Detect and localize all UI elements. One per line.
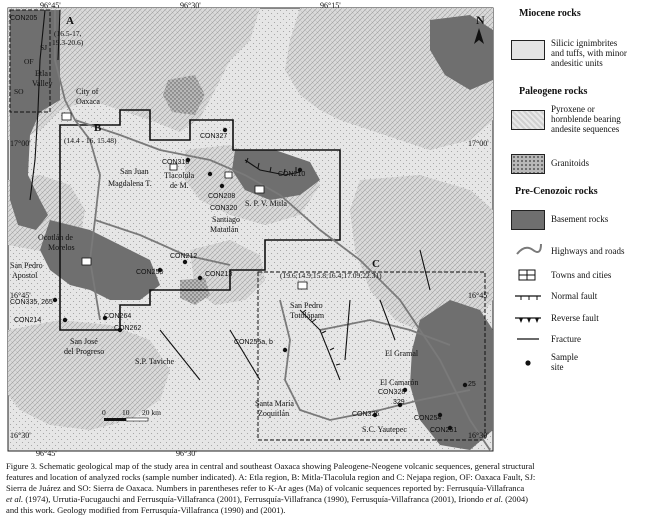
region-c-label: C [372,258,380,270]
caption-etal-2: et al. [485,494,503,504]
san-jose-label-2: del Progreso [64,347,105,356]
legend-miocene-title: Miocene rocks [519,8,581,19]
caption-line-4-end: (2004) [502,494,529,504]
region-a-ages-1: (16.5-17, [54,29,82,38]
city-of-oaxaca-label-1: City of [76,87,99,96]
figure-caption [6,461,651,516]
caption-line-1: Figure 3. Schematic geological map of the study area in central and southeast Oaxaca showing Paleogene-Neogene volcanic sequences, general structural [6,461,535,471]
legend-paleogene-title: Paleogene rocks [519,86,588,97]
lat-label-left-16-30: 16°30' [10,431,31,440]
etla-valley-label: Valley [32,79,53,88]
san-jose-label-1: San José [70,337,98,346]
caption-line-2: features and location of analyzed rocks (sample number indicated). A: Etla region, B: Mitla-Tlacolula region and C: Nejapa region, OF: Oaxaca Fault, SJ: [6,472,536,482]
sample-label-con254: CON254 [414,415,442,422]
santa-maria-label-2: Zoquitlán [258,409,290,418]
scale-label-10: 10 [122,408,130,417]
legend-basement-text: Basement rocks [551,214,609,224]
legend-sample-icon [523,358,533,368]
legend-sample-text-2: site [551,362,564,372]
etla-label: Etla [35,69,48,78]
legend-miocene-text-3: andesitic units [551,58,603,68]
caption-line-4-main: (1974), Urrutia-Fucugauchi and Ferrusquía-Villafranca (2001), Ferrusquía-Villafranca (1990), Ferrusquía-Villafranca (2001), Iriondo [23,494,486,504]
legend-paleogene-text-3: andesite sequences [551,124,620,134]
el-gramal-label: El Gramal [385,349,419,358]
sample-label-329: 329 [393,399,405,406]
legend-basement-swatch [511,210,545,230]
sp-taviche-label: S.P. Taviche [135,357,175,366]
ocotlan-label-2: Morelos [48,243,75,252]
region-a-ages-2: 19.3-20.6) [52,38,84,47]
legend [505,6,653,456]
legend-miocene-text-2: and tuffs, with minor [551,48,627,58]
region-c-ages: (19.6;14.9;15.8;16.4;17.09;22.31) [280,271,382,280]
legend-fracture-text: Fracture [551,334,581,344]
legend-miocene-text-1: Silicic ignimbrites [551,38,618,48]
legend-granitoids-text: Granitoids [551,158,589,168]
spv-mitla-label: S. P. V. Mitla [245,199,287,208]
north-letter: N [476,13,485,27]
sample-label-con213: CON213 [205,271,233,278]
sierra-juarez-label: SJ [40,43,48,52]
legend-normal-fault-icon [513,290,543,302]
legend-granitoids-swatch [511,154,545,174]
scale-label-20km: 20 km [142,408,161,417]
lat-label-left-17-00: 17°00' [10,139,31,148]
ocotlan-label-1: Ocotlán de [38,233,73,242]
legend-reverse-fault-icon [513,312,543,324]
sample-label-con335-265: CON335, 265 [10,299,53,306]
santiago-label-2: Matatlán [210,225,239,234]
san-pedro-totolapam-label-2: Totolápam [290,311,325,320]
legend-highways-text: Highways and roads [551,246,625,256]
sample-label-con214: CON214 [14,317,42,324]
lon-label-top-96-30: 96°30' [180,1,201,10]
legend-fracture-icon [513,334,543,344]
region-b-label: B [94,122,102,134]
city-of-oaxaca-label-2: Oaxaca [76,97,100,106]
lon-label-bottom-96-45: 96°45' [36,449,57,458]
region-a-label: A [66,15,74,27]
legend-precenozoic-title: Pre-Cenozoic rocks [515,186,598,197]
legend-town-icon [517,266,539,282]
caption-line-5: and this work. Geology modified from Ferrusquía-Villafranca (1990) and (2001). [6,505,286,515]
sample-label-con326: CON326 [352,411,380,418]
san-pedro-apostol-label-1: San Pedro [10,261,43,270]
lon-label-bottom-96-30: 96°30' [176,449,197,458]
region-b-ages: (14.4 - 16, 15.48) [64,136,117,145]
magdalena-label: Magdalena T. [108,179,152,188]
lon-label-top-96-15: 96°15' [320,1,341,10]
santiago-label-1: Santiago [212,215,240,224]
santa-maria-label-1: Santa María [255,399,294,408]
tlacolula-label-1: Tlacolula [164,171,195,180]
san-pedro-totolapam-label-1: San Pedro [290,301,323,310]
scale-bar [104,418,148,421]
lon-label-top-96-45: 96°45' [40,1,61,10]
legend-miocene-swatch [511,40,545,60]
sample-label-con262: CON262 [114,325,142,332]
sample-label-con264: CON264 [104,313,132,320]
sample-label-con255ab: CON255a, b [234,339,273,346]
legend-reverse-fault-text: Reverse fault [551,313,599,323]
el-camaron-label: El Camarón [380,378,419,387]
legend-paleogene-text-1: Pyroxene or [551,104,595,114]
sample-label-con251: CON251 [430,427,458,434]
legend-towns-text: Towns and cities [551,270,612,280]
sample-label-con210: CON210 [278,171,306,178]
legend-sample-text-1: Sample [551,352,578,362]
legend-paleogene-text-2: hornblende bearing [551,114,621,124]
sample-label-25: 25 [468,381,476,388]
san-juan-label: San Juan [120,167,149,176]
sierra-oaxaca-label: SO [14,87,24,96]
san-pedro-apostol-label-2: Apostol [12,271,38,280]
sample-label-con327: CON327 [200,133,228,140]
sample-label-con205: CON205 [10,15,38,22]
oaxaca-fault-label: OF [24,57,34,66]
legend-highway-icon [515,242,543,256]
sample-label-con208: CON208 [208,193,236,200]
lat-label-right-17-00: 17°00' [468,139,489,148]
sample-label-con328: CON328 [378,389,406,396]
sample-label-con320: CON320 [210,205,238,212]
tlacolula-label-2: de M. [170,181,189,190]
sample-label-con316: CON316 [162,159,190,166]
lat-label-right-16-30: 16°30' [468,431,489,440]
legend-paleogene-swatch [511,110,545,130]
sample-label-con212: CON212 [170,253,198,260]
sc-yautepec-label: S.C. Yautepec [362,425,407,434]
sample-label-con258: CON258 [136,269,164,276]
legend-normal-fault-text: Normal fault [551,291,598,301]
lat-label-right-16-45: 16°45' [468,291,489,300]
caption-line-4 [6,494,651,505]
caption-line-3: Sierra de Juárez and SO: Sierra de Oaxaca. Numbers in parentheses refer to K-Ar ages (Ma) of volcanic sequences reported by: Ferrusquía-Villafranca [6,483,525,493]
scale-label-0: 0 [102,408,106,417]
lat-label-left-16-45: 16°45' [10,291,31,300]
caption-etal-1: et al. [6,494,24,504]
